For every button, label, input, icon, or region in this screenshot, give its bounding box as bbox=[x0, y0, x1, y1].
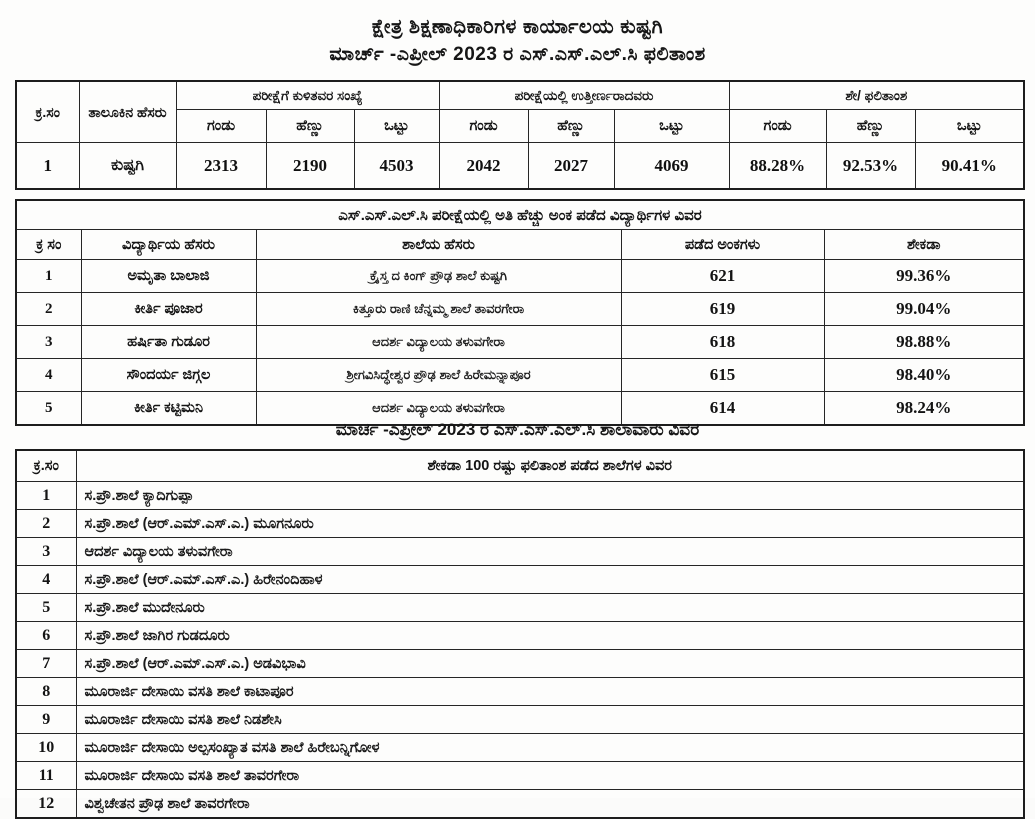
header-group-percentage: ಶೇ/ ಫಲಿತಾಂಶ bbox=[729, 81, 1024, 110]
subheader-appeared-boys: ಗಂಡು bbox=[176, 110, 266, 143]
cell-school-name: ಸ.ಪ್ರೌ.ಶಾಲೆ ಕ್ಯಾದಿಗುಪ್ಪಾ bbox=[76, 482, 1024, 510]
results-data-row bbox=[16, 143, 1024, 190]
cell-student-name: ಹರ್ಷಿತಾ ಗುಡೂರ bbox=[81, 326, 256, 359]
cell-percent-boys: 88.28% bbox=[729, 143, 826, 190]
cell-student-name: ಸೌಂದರ್ಯ ಜಿಗ್ಗಲ bbox=[81, 359, 256, 392]
cell-percent-girls: 92.53% bbox=[826, 143, 915, 190]
cell-serial: 4 bbox=[16, 359, 81, 392]
header-school-name: ಶಾಲೆಯ ಹೆಸರು bbox=[256, 230, 621, 260]
results-header-groups bbox=[16, 81, 1024, 110]
subheader-percent-boys: ಗಂಡು bbox=[729, 110, 826, 143]
school-row bbox=[16, 538, 1024, 566]
schools-header-row bbox=[16, 450, 1024, 482]
cell-school-name: ಆದರ್ಶ ವಿದ್ಯಾಲಯ ತಳುವಗೇರಾ bbox=[76, 538, 1024, 566]
cell-percentage: 98.88% bbox=[824, 326, 1024, 359]
school-row bbox=[16, 622, 1024, 650]
document-title: ಕ್ಷೇತ್ರ ಶಿಕ್ಷಣಾಧಿಕಾರಿಗಳ ಕಾರ್ಯಾಲಯ ಕುಷ್ಟಗಿ bbox=[371, 16, 664, 38]
cell-student-name: ಕೀರ್ತಿ ಕಟ್ಟಿಮನಿ bbox=[81, 392, 256, 426]
cell-school-name: ಸ.ಪ್ರೌ.ಶಾಲೆ (ಆರ್.ಎಮ್.ಎಸ್.ಎ.) ಹಿರೇನಂದಿಹಾಳ bbox=[76, 566, 1024, 594]
subheader-percent-girls: ಹೆಣ್ಣು bbox=[826, 110, 915, 143]
top-students-table bbox=[15, 199, 1025, 426]
cell-student-name: ಕೀರ್ತಿ ಪೂಜಾರ bbox=[81, 293, 256, 326]
subheader-percent-total: ಒಟ್ಟು bbox=[915, 110, 1024, 143]
header-serial: ಕ್ರ.ಸಂ bbox=[16, 81, 79, 143]
cell-marks: 618 bbox=[621, 326, 824, 359]
header-serial: ಕ್ರ ಸಂ bbox=[16, 230, 81, 260]
document-subtitle: ಮಾರ್ಚ್ -ಎಪ್ರೀಲ್ 2023 ರ ಎಸ್.ಎಸ್.ಎಲ್.ಸಿ ಫಲಿತಾಂಶ bbox=[329, 44, 706, 65]
cell-school-name: ವಿಶ್ವಚೇತನ ಪ್ರೌಢ ಶಾಲೆ ತಾವರಗೇರಾ bbox=[76, 790, 1024, 819]
cell-school-name: ಆದರ್ಶ ವಿದ್ಯಾಲಯ ತಳುವಗೇರಾ bbox=[256, 326, 621, 359]
subheader-appeared-girls: ಹೆಣ್ಣು bbox=[266, 110, 354, 143]
cell-serial: 1 bbox=[16, 143, 79, 190]
school-row bbox=[16, 566, 1024, 594]
cell-school-name: ಮೂರಾರ್ಜಿ ದೇಸಾಯಿ ವಸತಿ ಶಾಲೆ ನಿಡಶೇಸಿ bbox=[76, 706, 1024, 734]
header-percentage: ಶೇಕಡಾ bbox=[824, 230, 1024, 260]
cell-taluk-name: ಕುಷ್ಟಗಿ bbox=[79, 143, 176, 190]
header-group-appeared: ಪರೀಕ್ಷೆಗೆ ಕುಳಿತವರ ಸಂಖ್ಯೆ bbox=[176, 81, 439, 110]
cell-school-name: ಶ್ರೀಗವಿಸಿದ್ಧೇಶ್ವರ ಪ್ರೌಢ ಶಾಲೆ ಹಿರೇಮನ್ನಾಪೂರ bbox=[256, 359, 621, 392]
cell-school-name: ಮೂರಾರ್ಜಿ ದೇಸಾಯಿ ವಸತಿ ಶಾಲೆ ತಾವರಗೇರಾ bbox=[76, 762, 1024, 790]
school-row bbox=[16, 482, 1024, 510]
taluk-results-table bbox=[15, 80, 1025, 190]
cell-serial: 11 bbox=[16, 762, 76, 790]
cell-serial: 9 bbox=[16, 706, 76, 734]
cell-school-name: ಸ.ಪ್ರೌ.ಶಾಲೆ (ಆರ್.ಎಮ್.ಎಸ್.ಎ.) ಮೂಗನೂರು bbox=[76, 510, 1024, 538]
school-row bbox=[16, 734, 1024, 762]
cell-serial: 3 bbox=[16, 538, 76, 566]
cell-appeared-girls: 2190 bbox=[266, 143, 354, 190]
cell-serial: 3 bbox=[16, 326, 81, 359]
cell-school-name: ಆದರ್ಶ ವಿದ್ಯಾಲಯ ತಳುವಗೇರಾ bbox=[256, 392, 621, 426]
top-student-row bbox=[16, 359, 1024, 392]
school-row bbox=[16, 762, 1024, 790]
cell-serial: 1 bbox=[16, 482, 76, 510]
header-student-name: ವಿದ್ಯಾರ್ಥಿಯ ಹೆಸರು bbox=[81, 230, 256, 260]
school-row bbox=[16, 706, 1024, 734]
schools-section-title: ಮಾರ್ಚ -ಎಪ್ರೀಲ್ 2023 ರ ಎಸ್.ಎಸ್.ಎಲ್.ಸಿ ಶಾಲಾವಾರು ವಿವರ bbox=[335, 420, 700, 439]
cell-serial: 4 bbox=[16, 566, 76, 594]
cell-student-name: ಅಮೃತಾ ಬಾಲಾಜಿ bbox=[81, 260, 256, 293]
school-row bbox=[16, 678, 1024, 706]
header-serial: ಕ್ರ.ಸಂ bbox=[16, 450, 76, 482]
top-student-row bbox=[16, 293, 1024, 326]
school-row bbox=[16, 650, 1024, 678]
cell-passed-girls: 2027 bbox=[528, 143, 614, 190]
header-group-passed: ಪರೀಕ್ಷೆಯಲ್ಲಿ ಉತ್ತೀರ್ಣರಾದವರು bbox=[439, 81, 729, 110]
subheader-passed-total: ಒಟ್ಟು bbox=[614, 110, 729, 143]
cell-serial: 8 bbox=[16, 678, 76, 706]
school-row bbox=[16, 790, 1024, 819]
cell-percentage: 98.24% bbox=[824, 392, 1024, 426]
header-marks: ಪಡೆದ ಅಂಕಗಳು bbox=[621, 230, 824, 260]
cell-serial: 5 bbox=[16, 594, 76, 622]
top-students-title-row bbox=[16, 200, 1024, 230]
cell-school-name: ಮೂರಾರ್ಜಿ ದೇಸಾಯಿ ಅಲ್ಪಸಂಖ್ಯಾತ ವಸತಿ ಶಾಲೆ ಹಿರೇಬನ್ನಿಗೋಳ bbox=[76, 734, 1024, 762]
school-row bbox=[16, 594, 1024, 622]
cell-passed-boys: 2042 bbox=[439, 143, 528, 190]
cell-percentage: 98.40% bbox=[824, 359, 1024, 392]
cell-serial: 2 bbox=[16, 510, 76, 538]
cell-marks: 615 bbox=[621, 359, 824, 392]
cell-serial: 1 bbox=[16, 260, 81, 293]
cell-school-name: ಸ.ಪ್ರೌ.ಶಾಲೆ ಮುದೇನೂರು bbox=[76, 594, 1024, 622]
cell-serial: 7 bbox=[16, 650, 76, 678]
cell-marks: 614 bbox=[621, 392, 824, 426]
cell-percentage: 99.36% bbox=[824, 260, 1024, 293]
cell-serial: 2 bbox=[16, 293, 81, 326]
cell-appeared-total: 4503 bbox=[354, 143, 439, 190]
subheader-passed-girls: ಹೆಣ್ಣು bbox=[528, 110, 614, 143]
cell-serial: 10 bbox=[16, 734, 76, 762]
school-row bbox=[16, 510, 1024, 538]
cell-marks: 619 bbox=[621, 293, 824, 326]
cell-serial: 6 bbox=[16, 622, 76, 650]
hundred-percent-schools-table bbox=[15, 449, 1025, 819]
subheader-passed-boys: ಗಂಡು bbox=[439, 110, 528, 143]
cell-percentage: 99.04% bbox=[824, 293, 1024, 326]
cell-passed-total: 4069 bbox=[614, 143, 729, 190]
header-taluk-name: ತಾಲೂಕಿನ ಹೆಸರು bbox=[79, 81, 176, 143]
top-students-title: ಎಸ್.ಎಸ್.ಎಲ್.ಸಿ ಪರೀಕ್ಷೆಯಲ್ಲಿ ಅತಿ ಹೆಚ್ಚು ಅಂಕ ಪಡೆದ ವಿದ್ಯಾರ್ಥಿಗಳ ವಿವರ bbox=[16, 200, 1024, 230]
cell-school-name: ಕ್ರೈಸ್ತ ದ ಕಿಂಗ್ ಪ್ರೌಢ ಶಾಲೆ ಕುಷ್ಟಗಿ bbox=[256, 260, 621, 293]
header-schools-detail: ಶೇಕಡಾ 100 ರಷ್ಟು ಫಲಿತಾಂಶ ಪಡೆದ ಶಾಲೆಗಳ ವಿವರ bbox=[76, 450, 1024, 482]
top-students-header-row bbox=[16, 230, 1024, 260]
top-student-row bbox=[16, 260, 1024, 293]
cell-percent-total: 90.41% bbox=[915, 143, 1024, 190]
cell-serial: 5 bbox=[16, 392, 81, 426]
cell-school-name: ಸ.ಪ್ರೌ.ಶಾಲೆ ಜಾಗಿರ ಗುಡದೂರು bbox=[76, 622, 1024, 650]
cell-school-name: ಸ.ಪ್ರೌ.ಶಾಲೆ (ಆರ್.ಎಮ್.ಎಸ್.ಎ.) ಅಡವಿಭಾವಿ bbox=[76, 650, 1024, 678]
cell-appeared-boys: 2313 bbox=[176, 143, 266, 190]
cell-serial: 12 bbox=[16, 790, 76, 819]
cell-school-name: ಕಿತ್ತೂರು ರಾಣಿ ಚೆನ್ನಮ್ಮ ಶಾಲೆ ತಾವರಗೇರಾ bbox=[256, 293, 621, 326]
subheader-appeared-total: ಒಟ್ಟು bbox=[354, 110, 439, 143]
top-student-row bbox=[16, 326, 1024, 359]
cell-school-name: ಮೂರಾರ್ಜಿ ದೇಸಾಯಿ ವಸತಿ ಶಾಲೆ ಕಾಟಾಪೂರ bbox=[76, 678, 1024, 706]
cell-marks: 621 bbox=[621, 260, 824, 293]
